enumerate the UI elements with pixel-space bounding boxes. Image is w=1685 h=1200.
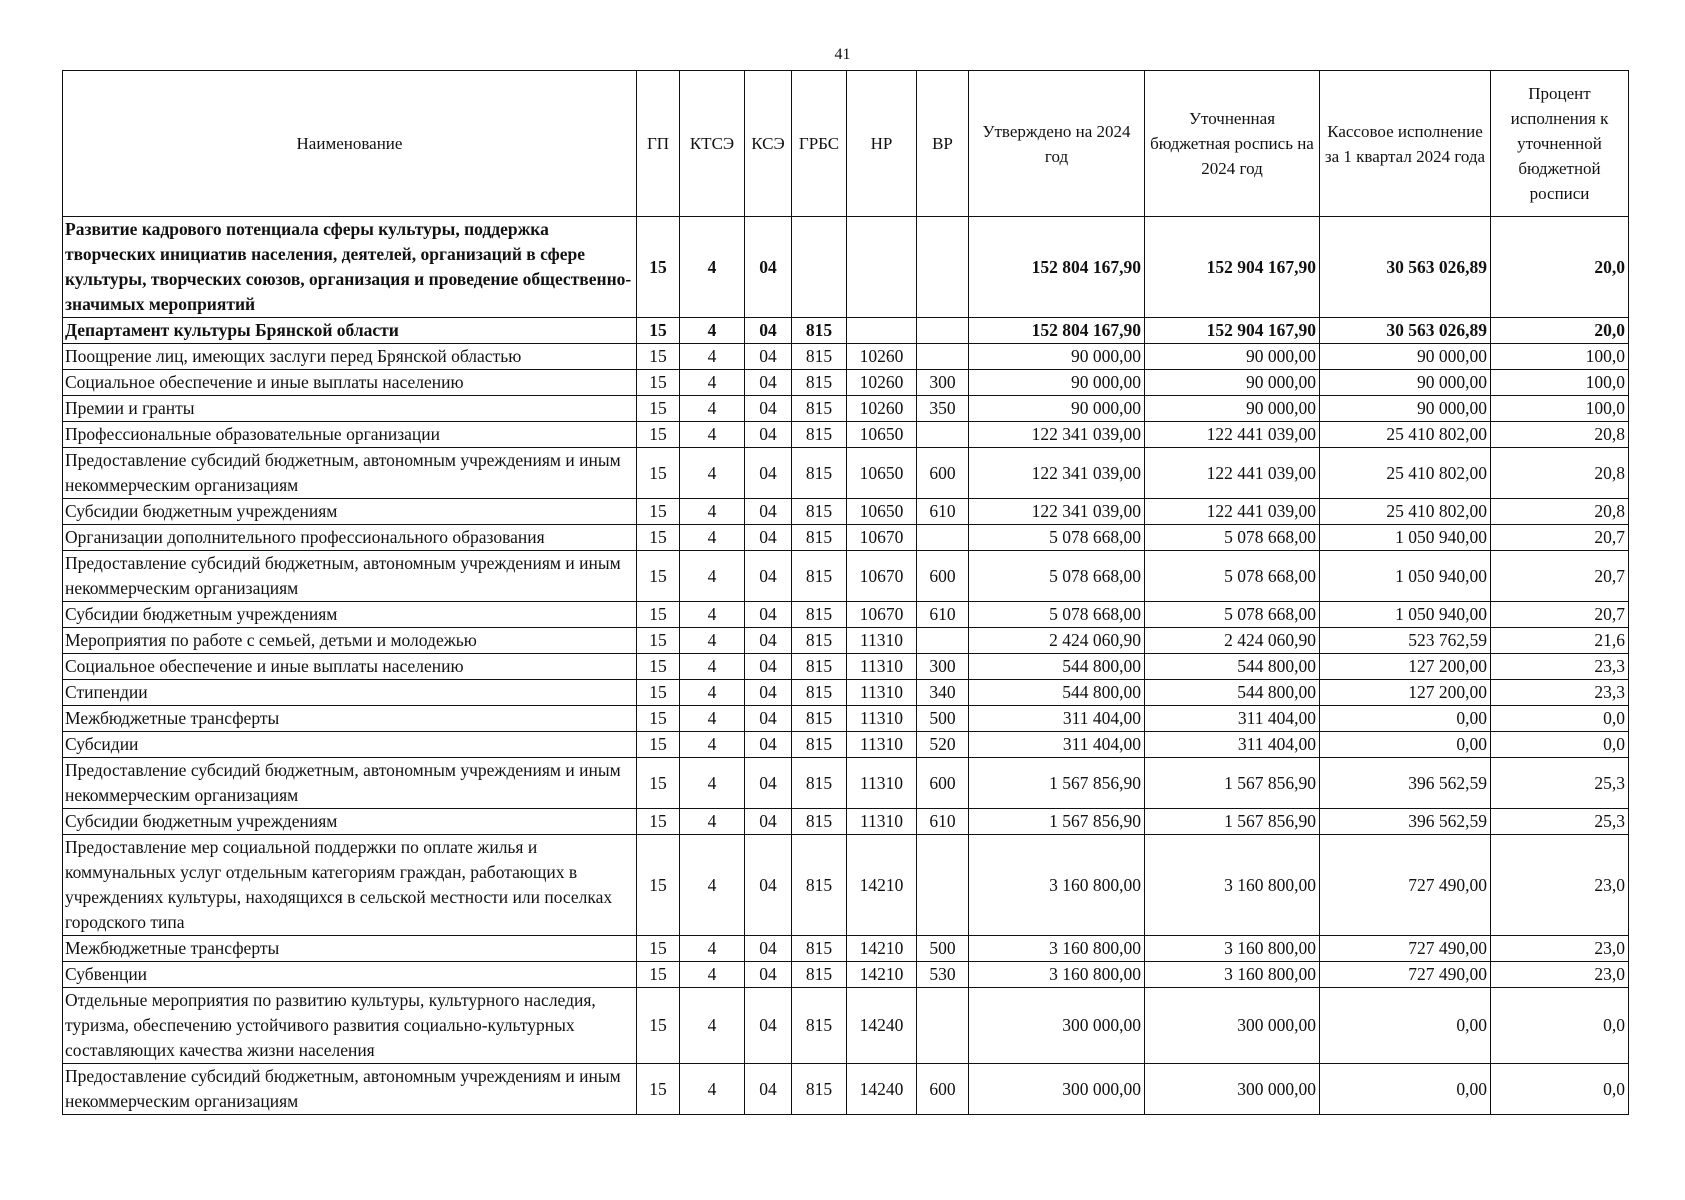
cell-percent: 0,0: [1491, 988, 1629, 1064]
cell-ktse: 4: [680, 396, 745, 422]
table-row: [63, 551, 1629, 602]
cell-vr: 600: [917, 758, 969, 809]
header-nr: НР: [847, 71, 917, 217]
cell-ktse: 4: [680, 422, 745, 448]
cell-kse: 04: [745, 680, 792, 706]
table-row: [63, 344, 1629, 370]
cell-gp: 15: [637, 448, 680, 499]
cell-executed: 90 000,00: [1320, 396, 1491, 422]
cell-nr: 10670: [847, 602, 917, 628]
cell-kse: 04: [745, 422, 792, 448]
cell-grbs: 815: [792, 628, 847, 654]
cell-percent: 100,0: [1491, 344, 1629, 370]
cell-name: Отдельные мероприятия по развитию культуры, культурного наследия, туризма, обеспечению устойчивого развития социально-культурных составляющих качества жизни населения: [63, 988, 637, 1064]
cell-kse: 04: [745, 654, 792, 680]
cell-approved: 5 078 668,00: [969, 551, 1145, 602]
cell-nr: 10260: [847, 396, 917, 422]
table-row: [63, 217, 1629, 318]
cell-percent: 23,3: [1491, 654, 1629, 680]
cell-name: Стипендии: [63, 680, 637, 706]
cell-executed: 90 000,00: [1320, 344, 1491, 370]
cell-grbs: [792, 217, 847, 318]
cell-grbs: 815: [792, 962, 847, 988]
table-row: [63, 448, 1629, 499]
cell-kse: 04: [745, 525, 792, 551]
cell-name: Субвенции: [63, 962, 637, 988]
cell-ktse: 4: [680, 809, 745, 835]
cell-approved: 152 804 167,90: [969, 217, 1145, 318]
header-name: Наименование: [63, 71, 637, 217]
cell-percent: 0,0: [1491, 706, 1629, 732]
cell-approved: 122 341 039,00: [969, 448, 1145, 499]
cell-percent: 25,3: [1491, 758, 1629, 809]
cell-gp: 15: [637, 654, 680, 680]
cell-kse: 04: [745, 602, 792, 628]
cell-name: Межбюджетные трансферты: [63, 706, 637, 732]
cell-revised: 544 800,00: [1145, 680, 1320, 706]
cell-grbs: 815: [792, 525, 847, 551]
cell-approved: 152 804 167,90: [969, 318, 1145, 344]
cell-nr: 10650: [847, 499, 917, 525]
table-row: [63, 680, 1629, 706]
cell-name: Социальное обеспечение и иные выплаты населению: [63, 654, 637, 680]
table-row: [63, 1064, 1629, 1115]
cell-gp: 15: [637, 422, 680, 448]
cell-percent: 0,0: [1491, 1064, 1629, 1115]
cell-revised: 90 000,00: [1145, 396, 1320, 422]
table-body: [63, 217, 1629, 1115]
cell-kse: 04: [745, 628, 792, 654]
cell-name: Организации дополнительного профессионального образования: [63, 525, 637, 551]
cell-name: Департамент культуры Брянской области: [63, 318, 637, 344]
cell-grbs: 815: [792, 936, 847, 962]
cell-gp: 15: [637, 370, 680, 396]
cell-nr: 10650: [847, 448, 917, 499]
cell-gp: 15: [637, 396, 680, 422]
cell-vr: [917, 422, 969, 448]
cell-kse: 04: [745, 835, 792, 936]
cell-vr: [917, 318, 969, 344]
cell-name: Субсидии бюджетным учреждениям: [63, 602, 637, 628]
cell-percent: 20,7: [1491, 525, 1629, 551]
header-revised: Уточненная бюджетная роспись на 2024 год: [1145, 71, 1320, 217]
cell-nr: [847, 217, 917, 318]
cell-ktse: 4: [680, 551, 745, 602]
cell-ktse: 4: [680, 318, 745, 344]
cell-executed: 127 200,00: [1320, 654, 1491, 680]
cell-revised: 2 424 060,90: [1145, 628, 1320, 654]
cell-nr: 11310: [847, 680, 917, 706]
cell-approved: 1 567 856,90: [969, 758, 1145, 809]
table-row: [63, 758, 1629, 809]
cell-gp: 15: [637, 809, 680, 835]
cell-kse: 04: [745, 988, 792, 1064]
cell-percent: 20,7: [1491, 602, 1629, 628]
cell-name: Субсидии бюджетным учреждениям: [63, 499, 637, 525]
cell-percent: 20,8: [1491, 499, 1629, 525]
cell-revised: 5 078 668,00: [1145, 525, 1320, 551]
cell-vr: 600: [917, 551, 969, 602]
header-vr: ВР: [917, 71, 969, 217]
cell-executed: 1 050 940,00: [1320, 551, 1491, 602]
cell-vr: [917, 217, 969, 318]
cell-grbs: 815: [792, 988, 847, 1064]
cell-ktse: 4: [680, 936, 745, 962]
cell-executed: 727 490,00: [1320, 936, 1491, 962]
table-row: [63, 706, 1629, 732]
cell-gp: 15: [637, 217, 680, 318]
table-row: [63, 962, 1629, 988]
cell-name: Межбюджетные трансферты: [63, 936, 637, 962]
cell-executed: 1 050 940,00: [1320, 525, 1491, 551]
cell-ktse: 4: [680, 499, 745, 525]
cell-approved: 90 000,00: [969, 396, 1145, 422]
cell-kse: 04: [745, 217, 792, 318]
cell-percent: 23,0: [1491, 962, 1629, 988]
cell-revised: 5 078 668,00: [1145, 602, 1320, 628]
cell-executed: 25 410 802,00: [1320, 499, 1491, 525]
cell-approved: 3 160 800,00: [969, 962, 1145, 988]
table-row: [63, 422, 1629, 448]
cell-ktse: 4: [680, 680, 745, 706]
cell-name: Предоставление субсидий бюджетным, автономным учреждениям и иным некоммерческим организациям: [63, 448, 637, 499]
cell-vr: [917, 628, 969, 654]
cell-nr: 11310: [847, 706, 917, 732]
cell-executed: 396 562,59: [1320, 809, 1491, 835]
cell-approved: 300 000,00: [969, 1064, 1145, 1115]
cell-executed: 25 410 802,00: [1320, 448, 1491, 499]
cell-percent: 100,0: [1491, 370, 1629, 396]
cell-percent: 25,3: [1491, 809, 1629, 835]
cell-name: Профессиональные образовательные организации: [63, 422, 637, 448]
cell-nr: 11310: [847, 732, 917, 758]
header-executed: Кассовое исполнение за 1 квартал 2024 года: [1320, 71, 1491, 217]
header-ktse: КТСЭ: [680, 71, 745, 217]
cell-ktse: 4: [680, 217, 745, 318]
cell-nr: [847, 318, 917, 344]
cell-ktse: 4: [680, 448, 745, 499]
cell-nr: 14210: [847, 835, 917, 936]
table-header-row: [63, 71, 1629, 217]
cell-revised: 90 000,00: [1145, 344, 1320, 370]
cell-executed: 396 562,59: [1320, 758, 1491, 809]
cell-gp: 15: [637, 962, 680, 988]
cell-grbs: 815: [792, 835, 847, 936]
cell-percent: 21,6: [1491, 628, 1629, 654]
cell-percent: 20,8: [1491, 422, 1629, 448]
cell-approved: 5 078 668,00: [969, 525, 1145, 551]
cell-approved: 311 404,00: [969, 706, 1145, 732]
cell-grbs: 815: [792, 809, 847, 835]
cell-ktse: 4: [680, 602, 745, 628]
cell-revised: 1 567 856,90: [1145, 809, 1320, 835]
cell-ktse: 4: [680, 962, 745, 988]
cell-approved: 90 000,00: [969, 344, 1145, 370]
table-row: [63, 988, 1629, 1064]
header-gp: ГП: [637, 71, 680, 217]
cell-percent: 20,0: [1491, 217, 1629, 318]
cell-grbs: 815: [792, 370, 847, 396]
cell-kse: 04: [745, 936, 792, 962]
cell-executed: 0,00: [1320, 1064, 1491, 1115]
cell-revised: 5 078 668,00: [1145, 551, 1320, 602]
cell-nr: 14240: [847, 1064, 917, 1115]
cell-name: Субсидии: [63, 732, 637, 758]
cell-name: Предоставление мер социальной поддержки по оплате жилья и коммунальных услуг отдельным категориям граждан, работающих в учреждениях культуры, находящихся в сельской местности или поселках городского типа: [63, 835, 637, 936]
cell-nr: 11310: [847, 758, 917, 809]
cell-revised: 3 160 800,00: [1145, 835, 1320, 936]
cell-ktse: 4: [680, 525, 745, 551]
cell-name: Предоставление субсидий бюджетным, автономным учреждениям и иным некоммерческим организациям: [63, 1064, 637, 1115]
cell-vr: 500: [917, 706, 969, 732]
cell-kse: 04: [745, 499, 792, 525]
cell-vr: 500: [917, 936, 969, 962]
cell-revised: 90 000,00: [1145, 370, 1320, 396]
cell-ktse: 4: [680, 654, 745, 680]
cell-vr: 610: [917, 499, 969, 525]
cell-approved: 90 000,00: [969, 370, 1145, 396]
cell-nr: 14240: [847, 988, 917, 1064]
cell-kse: 04: [745, 318, 792, 344]
cell-name: Предоставление субсидий бюджетным, автономным учреждениям и иным некоммерческим организациям: [63, 758, 637, 809]
cell-nr: 14210: [847, 936, 917, 962]
cell-nr: 11310: [847, 809, 917, 835]
header-kse: КСЭ: [745, 71, 792, 217]
cell-vr: 520: [917, 732, 969, 758]
cell-vr: [917, 835, 969, 936]
cell-executed: 127 200,00: [1320, 680, 1491, 706]
cell-approved: 300 000,00: [969, 988, 1145, 1064]
cell-revised: 122 441 039,00: [1145, 448, 1320, 499]
table-row: [63, 809, 1629, 835]
cell-gp: 15: [637, 835, 680, 936]
cell-revised: 311 404,00: [1145, 706, 1320, 732]
cell-percent: 20,0: [1491, 318, 1629, 344]
cell-executed: 30 563 026,89: [1320, 318, 1491, 344]
cell-name: Поощрение лиц, имеющих заслуги перед Брянской областью: [63, 344, 637, 370]
cell-gp: 15: [637, 706, 680, 732]
cell-grbs: 815: [792, 499, 847, 525]
cell-gp: 15: [637, 602, 680, 628]
cell-kse: 04: [745, 732, 792, 758]
cell-vr: 350: [917, 396, 969, 422]
cell-revised: 311 404,00: [1145, 732, 1320, 758]
cell-approved: 3 160 800,00: [969, 936, 1145, 962]
cell-vr: 610: [917, 809, 969, 835]
cell-executed: 30 563 026,89: [1320, 217, 1491, 318]
cell-percent: 20,7: [1491, 551, 1629, 602]
cell-nr: 11310: [847, 654, 917, 680]
cell-percent: 100,0: [1491, 396, 1629, 422]
table-row: [63, 628, 1629, 654]
cell-approved: 544 800,00: [969, 654, 1145, 680]
cell-gp: 15: [637, 318, 680, 344]
cell-revised: 300 000,00: [1145, 1064, 1320, 1115]
cell-vr: 530: [917, 962, 969, 988]
cell-percent: 0,0: [1491, 732, 1629, 758]
cell-executed: 0,00: [1320, 706, 1491, 732]
cell-gp: 15: [637, 936, 680, 962]
cell-grbs: 815: [792, 318, 847, 344]
cell-grbs: 815: [792, 422, 847, 448]
cell-percent: 20,8: [1491, 448, 1629, 499]
cell-approved: 544 800,00: [969, 680, 1145, 706]
table-row: [63, 525, 1629, 551]
cell-ktse: 4: [680, 628, 745, 654]
cell-executed: 727 490,00: [1320, 835, 1491, 936]
table-row: [63, 732, 1629, 758]
cell-vr: [917, 344, 969, 370]
cell-ktse: 4: [680, 732, 745, 758]
table-row: [63, 835, 1629, 936]
cell-nr: 10670: [847, 551, 917, 602]
cell-revised: 3 160 800,00: [1145, 936, 1320, 962]
cell-revised: 122 441 039,00: [1145, 499, 1320, 525]
cell-kse: 04: [745, 809, 792, 835]
cell-name: Предоставление субсидий бюджетным, автономным учреждениям и иным некоммерческим организациям: [63, 551, 637, 602]
cell-percent: 23,0: [1491, 936, 1629, 962]
cell-revised: 152 904 167,90: [1145, 217, 1320, 318]
cell-grbs: 815: [792, 654, 847, 680]
cell-grbs: 815: [792, 1064, 847, 1115]
cell-executed: 90 000,00: [1320, 370, 1491, 396]
cell-grbs: 815: [792, 551, 847, 602]
cell-gp: 15: [637, 988, 680, 1064]
cell-kse: 04: [745, 706, 792, 732]
page-number: 41: [834, 46, 851, 63]
cell-grbs: 815: [792, 344, 847, 370]
cell-revised: 152 904 167,90: [1145, 318, 1320, 344]
table-row: [63, 936, 1629, 962]
cell-approved: 122 341 039,00: [969, 422, 1145, 448]
cell-name: Субсидии бюджетным учреждениям: [63, 809, 637, 835]
table-row: [63, 602, 1629, 628]
cell-grbs: 815: [792, 758, 847, 809]
cell-revised: 544 800,00: [1145, 654, 1320, 680]
cell-nr: 10670: [847, 525, 917, 551]
cell-kse: 04: [745, 551, 792, 602]
cell-ktse: 4: [680, 344, 745, 370]
header-approved: Утверждено на 2024 год: [969, 71, 1145, 217]
cell-executed: 0,00: [1320, 732, 1491, 758]
cell-executed: 0,00: [1320, 988, 1491, 1064]
cell-vr: 600: [917, 1064, 969, 1115]
header-grbs: ГРБС: [792, 71, 847, 217]
cell-nr: 14210: [847, 962, 917, 988]
cell-nr: 10650: [847, 422, 917, 448]
cell-nr: 11310: [847, 628, 917, 654]
cell-vr: 610: [917, 602, 969, 628]
cell-grbs: 815: [792, 706, 847, 732]
cell-kse: 04: [745, 396, 792, 422]
cell-name: Социальное обеспечение и иные выплаты населению: [63, 370, 637, 396]
cell-vr: 340: [917, 680, 969, 706]
cell-executed: 25 410 802,00: [1320, 422, 1491, 448]
cell-ktse: 4: [680, 706, 745, 732]
cell-kse: 04: [745, 758, 792, 809]
cell-grbs: 815: [792, 602, 847, 628]
cell-gp: 15: [637, 499, 680, 525]
cell-kse: 04: [745, 344, 792, 370]
cell-gp: 15: [637, 758, 680, 809]
cell-revised: 1 567 856,90: [1145, 758, 1320, 809]
cell-gp: 15: [637, 525, 680, 551]
table-row: [63, 318, 1629, 344]
table-row: [63, 499, 1629, 525]
cell-percent: 23,0: [1491, 835, 1629, 936]
cell-approved: 5 078 668,00: [969, 602, 1145, 628]
cell-executed: 1 050 940,00: [1320, 602, 1491, 628]
cell-approved: 122 341 039,00: [969, 499, 1145, 525]
cell-ktse: 4: [680, 1064, 745, 1115]
cell-grbs: 815: [792, 732, 847, 758]
cell-gp: 15: [637, 732, 680, 758]
cell-nr: 10260: [847, 370, 917, 396]
cell-kse: 04: [745, 370, 792, 396]
cell-vr: 600: [917, 448, 969, 499]
cell-kse: 04: [745, 962, 792, 988]
cell-gp: 15: [637, 344, 680, 370]
cell-name: Развитие кадрового потенциала сферы культуры, поддержка творческих инициатив населения, деятелей, организаций в сфере культуры, творческих союзов, организация и проведение общественно-значимых мероприятий: [63, 217, 637, 318]
budget-table: [62, 70, 1629, 1115]
cell-approved: 1 567 856,90: [969, 809, 1145, 835]
cell-executed: 727 490,00: [1320, 962, 1491, 988]
cell-gp: 15: [637, 1064, 680, 1115]
cell-vr: [917, 525, 969, 551]
cell-grbs: 815: [792, 396, 847, 422]
cell-vr: 300: [917, 654, 969, 680]
header-percent: Процент исполнения к уточненной бюджетной росписи: [1491, 71, 1629, 217]
cell-kse: 04: [745, 1064, 792, 1115]
cell-percent: 23,3: [1491, 680, 1629, 706]
cell-name: Премии и гранты: [63, 396, 637, 422]
cell-name: Мероприятия по работе с семьей, детьми и молодежью: [63, 628, 637, 654]
cell-gp: 15: [637, 680, 680, 706]
table-row: [63, 654, 1629, 680]
cell-revised: 122 441 039,00: [1145, 422, 1320, 448]
cell-approved: 2 424 060,90: [969, 628, 1145, 654]
cell-ktse: 4: [680, 835, 745, 936]
cell-approved: 311 404,00: [969, 732, 1145, 758]
table-row: [63, 370, 1629, 396]
cell-ktse: 4: [680, 370, 745, 396]
cell-approved: 3 160 800,00: [969, 835, 1145, 936]
cell-gp: 15: [637, 628, 680, 654]
cell-grbs: 815: [792, 680, 847, 706]
cell-revised: 3 160 800,00: [1145, 962, 1320, 988]
cell-ktse: 4: [680, 758, 745, 809]
cell-grbs: 815: [792, 448, 847, 499]
cell-nr: 10260: [847, 344, 917, 370]
cell-kse: 04: [745, 448, 792, 499]
cell-executed: 523 762,59: [1320, 628, 1491, 654]
cell-gp: 15: [637, 551, 680, 602]
cell-ktse: 4: [680, 988, 745, 1064]
cell-vr: [917, 988, 969, 1064]
table-row: [63, 396, 1629, 422]
cell-vr: 300: [917, 370, 969, 396]
cell-revised: 300 000,00: [1145, 988, 1320, 1064]
